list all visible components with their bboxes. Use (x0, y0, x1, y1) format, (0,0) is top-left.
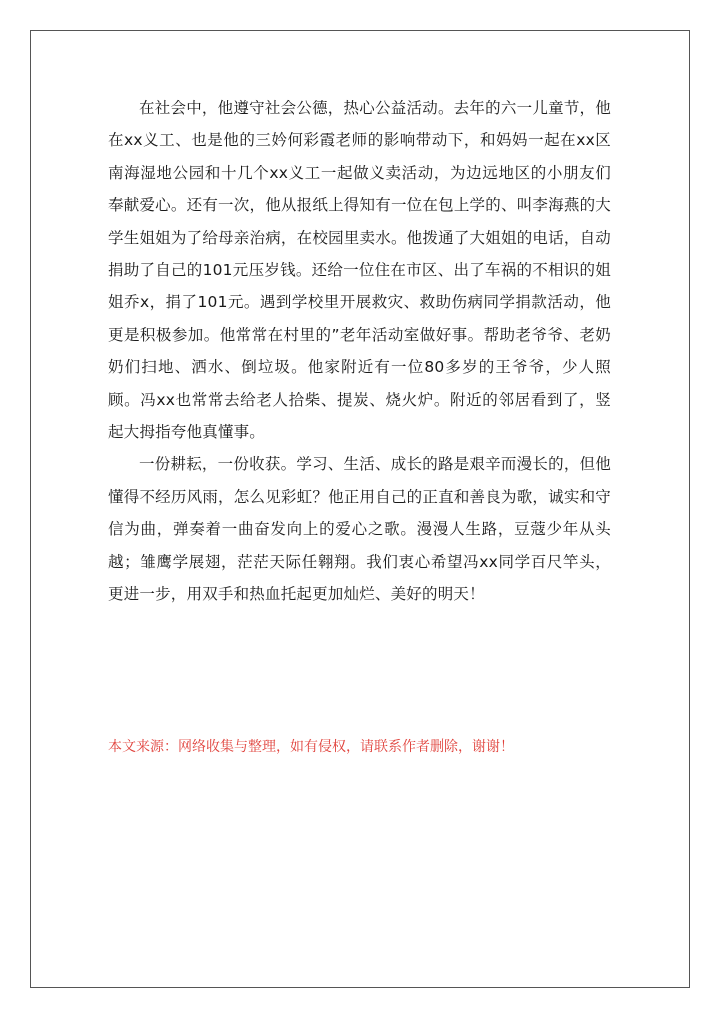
document-body (108, 92, 611, 611)
source-note: 本文来源：网络收集与整理，如有侵权，请联系作者删除，谢谢！ (108, 739, 514, 755)
paragraph-community-service: 在社会中，他遵守社会公德，热心公益活动。去年的六一儿童节，他在xx义工、也是他的三妗何彩霞老师的影响带动下，和妈妈一起在xx区南海湿地公园和十几个xx义工一起做义卖活动，为边远地区的小朋友们奉献爱心。还有一次，他从报纸上得知有一位在包上学的、叫李海燕的大学生姐姐为了给母亲治病，在校园里卖水。他拨通了大姐姐的电话，自动捐助了自己的101元压岁钱。还给一位住在市区、出了车祸的不相识的姐姐乔x，捐了101元。遇到学校里开展救灾、救助伤病同学捐款活动，他更是积极参加。他常常在村里的”老年活动室做好事。帮助老爷爷、老奶奶们扫地、洒水、倒垃圾。他家附近有一位80多岁的王爷爷，少人照顾。冯xx也常常去给老人拾柴、提炭、烧火炉。附近的邻居看到了，竖起大拇指夸他真懂事。 (108, 99, 611, 442)
paragraph-conclusion: 一份耕耘，一份收获。学习、生活、成长的路是艰辛而漫长的，但他懂得不经历风雨，怎么见彩虹？他正用自己的正直和善良为歌，诚实和守信为曲，弹奏着一曲奋发向上的爱心之歌。漫漫人生路，豆蔻少年从头越；雏鹰学展翅，茫茫天际任翱翔。我们衷心希望冯xx同学百尺竿头，更进一步，用双手和热血托起更加灿烂、美好的明天！ (108, 455, 611, 604)
